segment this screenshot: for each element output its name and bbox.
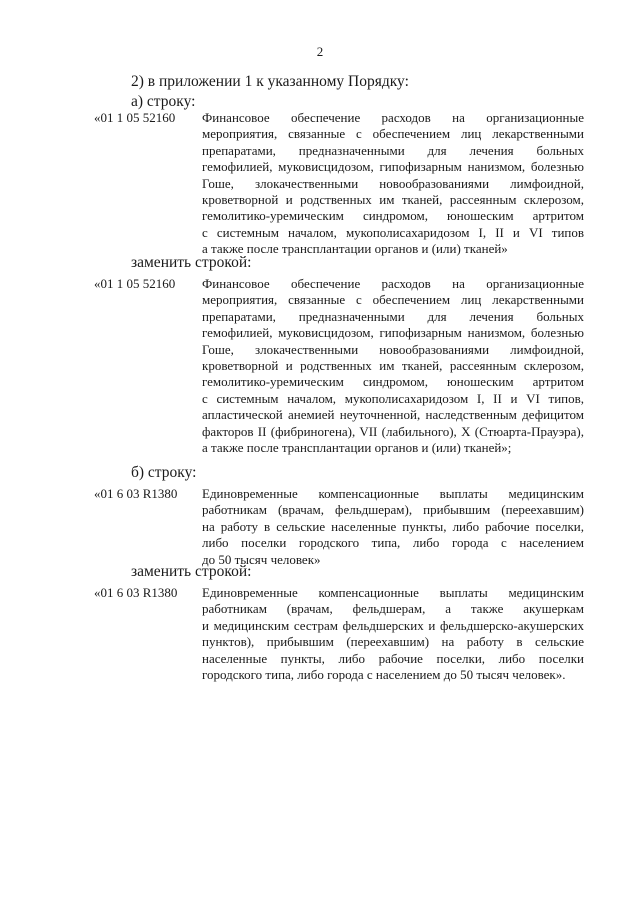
entry-text-line: населенные пункты, либо рабочие поселки, либо поселки: [202, 650, 584, 666]
entry-text-line: гемофилией, муковисцидозом, гипофизарным нанизмом, болезнью: [202, 325, 584, 341]
entry-text: [202, 585, 584, 683]
entry-text: [202, 276, 584, 456]
entry-text-line: кроветворной и родственных им тканей, рассеянным склерозом,: [202, 191, 584, 207]
entry-code: «01 6 03 R1380: [94, 486, 178, 501]
entry-text: [202, 486, 584, 568]
entry-text-line: Единовременные компенсационные выплаты медицинским: [202, 585, 584, 600]
entry-text-line: Единовременные компенсационные выплаты медицинским: [202, 486, 584, 501]
entry-text-line: с системным началом, мукополисахаридозом I, II и VI типов,: [202, 390, 584, 406]
entry-text-line: с системным началом, мукополисахаридозом I, II и VI типов: [202, 224, 584, 240]
entry-code: «01 1 05 52160: [94, 276, 176, 291]
entry-code: «01 6 03 R1380: [94, 585, 178, 600]
entry-text-line: Финансовое обеспечение расходов на организационные: [202, 110, 584, 125]
entry-text-line: препаратами, предназначенными для лечения больных: [202, 308, 584, 324]
entry-replacement-row-a: [94, 276, 584, 461]
entry-text-line: а также после трансплантации органов и (или) тканей»: [202, 241, 508, 257]
entry-text-line: факторов II (фибриногена), VII (лабильного), X (Стюарта-Прауэра),: [202, 423, 584, 439]
entry-text-line: препаратами, предназначенными для лечения больных: [202, 142, 584, 158]
entry-text-line: мероприятия, связанные с обеспечением лиц лекарственными: [202, 126, 584, 142]
page-number: 2: [316, 44, 324, 59]
entry-text-line: работникам (врачам, фельдшерам), прибывшим (переехавшим): [202, 502, 584, 518]
entry-text-line: и медицинским сестрам фельдшерских и фельдшерско-акушерских: [202, 617, 584, 633]
entry-text-line: апластической анемией неуточненной, наследственным дефицитом: [202, 407, 584, 423]
entry-original-row-b: [94, 486, 584, 571]
entry-text-line: а также после трансплантации органов и (или) тканей»;: [202, 439, 512, 455]
section-heading: 2) в приложении 1 к указанному Порядку:: [131, 73, 409, 90]
entry-replacement-row-b: [94, 585, 584, 690]
entry-text-line: либо поселки городского типа, либо города с населением: [202, 535, 584, 551]
entry-text-line: гемофилией, муковисцидозом, гипофизарным нанизмом, болезнью: [202, 159, 584, 175]
replace-label-b: заменить строкой:: [131, 563, 252, 580]
entry-text-line: городского типа, либо города с населением до 50 тысяч человек».: [202, 666, 566, 682]
replace-label-a: заменить строкой:: [131, 254, 252, 271]
entry-text-line: мероприятия, связанные с обеспечением лиц лекарственными: [202, 292, 584, 308]
entry-text-line: гемолитико-уремическим синдромом, юношеским артритом: [202, 208, 584, 224]
entry-text-line: работникам (врачам, фельдшерам, а также акушеркам: [202, 601, 584, 617]
entry-text: [202, 110, 584, 258]
entry-code: «01 1 05 52160: [94, 110, 176, 125]
entry-text-line: гемолитико-уремическим синдромом, юношеским артритом: [202, 374, 584, 390]
subsection-b-label: б) строку:: [131, 464, 197, 481]
entry-text-line: пунктов), прибывшим (переехавшим) на работу в сельские: [202, 634, 584, 650]
entry-text-line: кроветворной и родственных им тканей, рассеянным склерозом,: [202, 357, 584, 373]
entry-text-line: на работу в сельские населенные пункты, либо рабочие поселки,: [202, 518, 584, 534]
entry-text-line: до 50 тысяч человек»: [202, 551, 321, 567]
entry-text-line: Финансовое обеспечение расходов на организационные: [202, 276, 584, 291]
subsection-a-label: а) строку:: [131, 93, 196, 110]
entry-text-line: Гоше, злокачественными новообразованиями лимфоидной,: [202, 341, 584, 357]
entry-original-row-a: [94, 110, 584, 260]
entry-text-line: Гоше, злокачественными новообразованиями лимфоидной,: [202, 175, 584, 191]
